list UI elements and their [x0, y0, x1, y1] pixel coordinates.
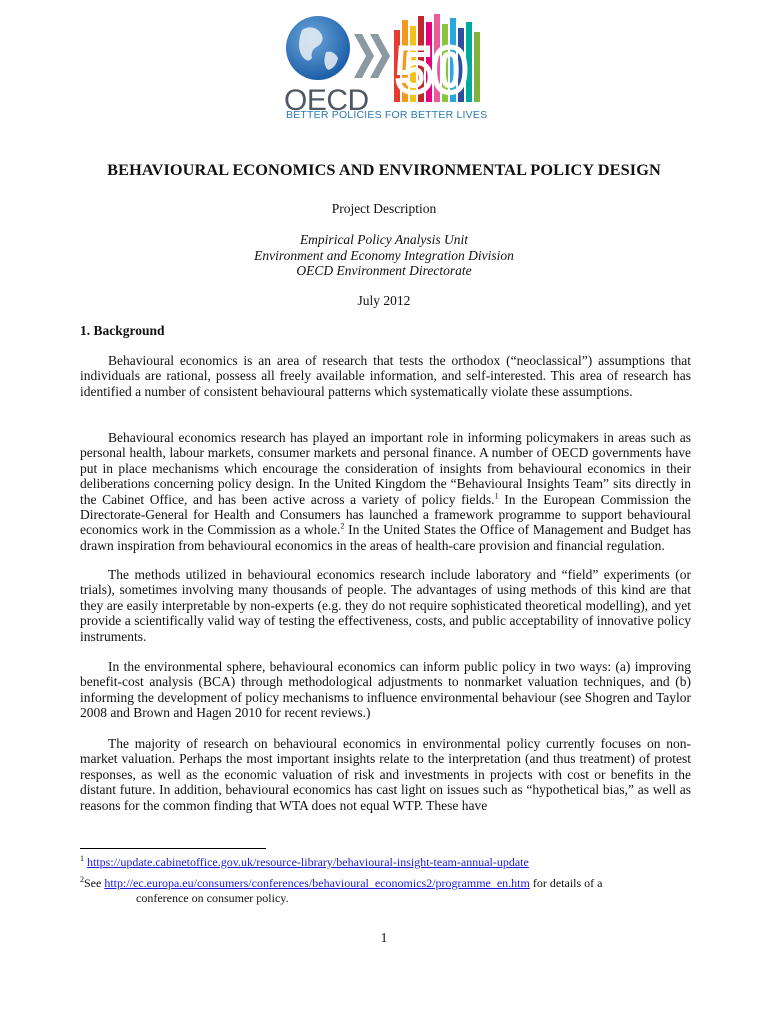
oecd-logo [282, 12, 492, 124]
affiliation-block [0, 232, 768, 279]
footnote-2-suffix: for details of a [529, 876, 603, 890]
document-date: July 2012 [357, 293, 411, 308]
section-heading: 1. Background [80, 323, 165, 338]
oecd-tagline: BETTER POLICIES FOR BETTER LIVES [286, 109, 488, 121]
footnote-1-link[interactable]: https://update.cabinetoffice.gov.uk/resource-library/behavioural-insight-team-annual-update [87, 855, 529, 869]
oecd-wordmark: OECD [284, 84, 369, 117]
footnote-2-mark: 2 [80, 875, 84, 884]
paragraph-2 [80, 430, 691, 553]
footnote-2-link[interactable]: http://ec.europa.eu/consumers/conferences/behavioural_economics2/programme_en.htm [104, 876, 530, 890]
footnote-ref-2: 2 [340, 521, 345, 531]
footnote-divider [80, 848, 266, 849]
footnote-ref-1: 1 [494, 491, 499, 501]
anniversary-50-icon [394, 14, 480, 106]
footnote-2-continuation: conference on consumer policy. [136, 891, 289, 905]
paragraph-2-part-c: In the United States the Office of Management and Budget has drawn inspiration from behavioural economics in the areas of health-care provision and financial regulation. [80, 522, 692, 553]
affiliation-directorate: OECD Environment Directorate [296, 263, 472, 278]
paragraph-4: In the environmental sphere, behavioural economics can inform public policy in two ways: (a) improving benefit-cost analysis (BCA) through methodological adjustments to nonmarket valuation techniques, and (b) informing the development of policy mechanisms to influence environmental behaviour (see Shogren and Taylor 2008 and Brown and Hagen 2010 for recent reviews.) [80, 659, 691, 721]
footnote-1 [80, 855, 529, 870]
document-subtitle: Project Description [331, 201, 437, 216]
page-number: 1 [380, 930, 388, 945]
footnote-1-mark: 1 [80, 854, 84, 863]
paragraph-5: The majority of research on behavioural economics in environmental policy currently focuses on non-market valuation. Perhaps the most important insights relate to the interpretation (and thus treatment) of protest responses, as well as the economic valuation of risk and investments in projects with cost or benefits in the distant future. In addition, behavioural economics has cast light on issues such as “hypothetical bias,” as well as reasons for the common finding that WTA does not equal WTP. These have [80, 736, 691, 813]
affiliation-unit: Empirical Policy Analysis Unit [299, 232, 469, 247]
document-title: BEHAVIOURAL ECONOMICS AND ENVIRONMENTAL POLICY DESIGN [107, 160, 661, 179]
svg-text:50: 50 [396, 34, 468, 106]
affiliation-division: Environment and Economy Integration Division [254, 247, 514, 263]
paragraph-2-part-b: In the European Commission the Directorate-General for Health and Consumers has launched a framework programme to support behavioural economics work in the Commission as a whole. [80, 491, 691, 538]
paragraph-3: The methods utilized in behavioural economics research include laboratory and “field” experiments (or trials), sometimes involving many thousands of people. The advantages of using methods of this kind are that they are easily interpretable by non-experts (e.g. they do not require sophisticated theoretical modelling), and yet provide a scientifically valid way of testing the effectiveness, costs, and public acceptability of innovative policy instruments. [80, 567, 691, 644]
paragraph-1: Behavioural economics is an area of research that tests the orthodox (“neoclassical”) assumptions that individuals are rational, possess all freely available information, and self-interested. This area of research has identified a number of consistent behavioural patterns which systematically violate these assumptions. [80, 353, 691, 399]
footnote-2-prefix: See [84, 876, 105, 890]
paragraph-2-part-a: Behavioural economics research has played an important role in informing policymakers in areas such as personal health, labour markets, consumer markets and personal finance. A number of OECD governments have put in place mechanisms which encourage the consideration of insights from behavioural economics in their deliberations concerning policy design. In the United Kingdom the “Behavioural Insights Team” sits directly in the Cabinet Office, and has been active across a variety of policy fields. [80, 430, 691, 507]
footnote-2 [80, 876, 602, 906]
